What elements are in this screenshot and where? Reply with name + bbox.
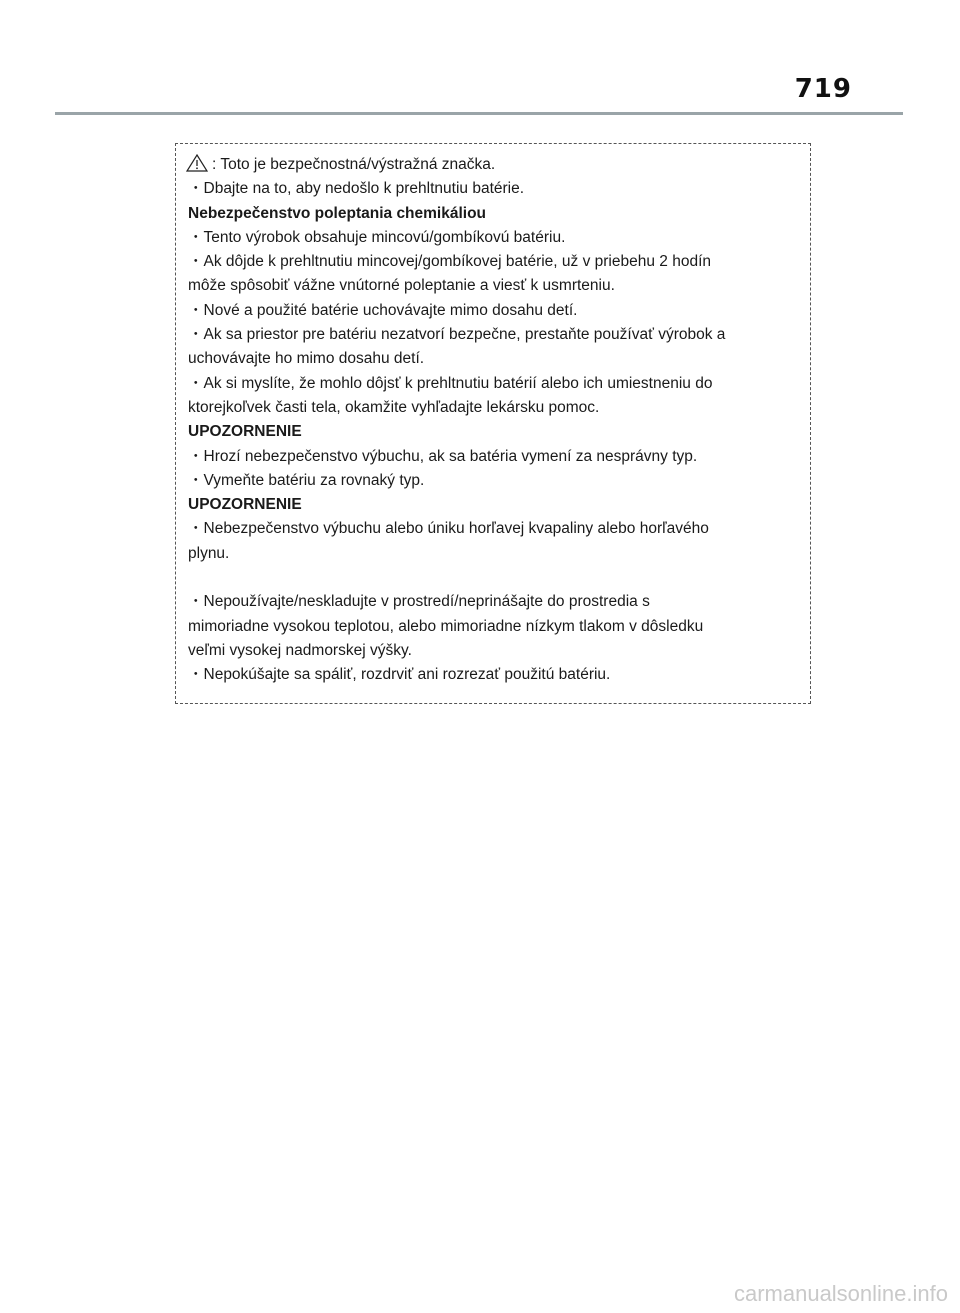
notice-line-text: Nebezpečenstvo poleptania chemikáliou (188, 204, 487, 222)
notice-line-text: plynu. (188, 544, 230, 562)
header-rule (55, 112, 903, 115)
notice-line (188, 663, 800, 687)
notice-line-text: mimoriadne vysokou teplotou, alebo mimoriadne nízkym tlakom v dôsledku (188, 617, 704, 635)
notice-line (188, 396, 800, 420)
notice-line-text: ・Nové a použité batérie uchovávajte mimo dosahu detí. (188, 301, 578, 319)
notice-line-text: ・Dbajte na to, aby nedošlo k prehltnutiu batérie. (188, 180, 525, 198)
notice-line-text: uchovávajte ho mimo dosahu detí. (188, 350, 425, 368)
blank-line (188, 566, 800, 590)
notice-line (188, 517, 800, 541)
notice-line-text: ・Ak sa priestor pre batériu nezatvorí bezpečne, prestaňte používať výrobok a (188, 326, 726, 344)
warning-triangle-icon (186, 154, 208, 172)
notice-line (188, 615, 800, 639)
notice-line-text: môže spôsobiť vážne vnútorné poleptanie a viesť k usmrteniu. (188, 277, 615, 295)
notice-line (188, 177, 800, 201)
notice-line-text: ・Vymeňte batériu za rovnaký typ. (188, 471, 425, 489)
notice-line-text: ktorejkoľvek časti tela, okamžite vyhľadajte lekársku pomoc. (188, 398, 600, 416)
notice-line-text: UPOZORNENIE (188, 496, 302, 514)
page-number: 719 (794, 74, 852, 104)
notice-line (188, 445, 800, 469)
watermark: carmanualsonline.info (733, 1281, 948, 1306)
notice-line (188, 639, 800, 663)
notice-lines (188, 153, 800, 688)
notice-heading (188, 493, 800, 517)
notice-line-text: UPOZORNENIE (188, 423, 302, 441)
notice-line-text: ・Ak si myslíte, že mohlo dôjsť k prehltnutiu batérií alebo ich umiestneniu do (188, 374, 713, 392)
notice-line-text: ・Nepokúšajte sa spáliť, rozdrviť ani rozrezať použitú batériu. (188, 666, 611, 684)
notice-line (188, 590, 800, 614)
notice-line (188, 274, 800, 298)
notice-heading (188, 202, 800, 226)
notice-line (188, 347, 800, 371)
notice-line (188, 299, 800, 323)
notice-line-text: : Toto je bezpečnostná/výstražná značka. (212, 156, 496, 173)
safety-notice-box (175, 143, 811, 704)
notice-line-text: ・Tento výrobok obsahuje mincovú/gombíkovú batériu. (188, 228, 566, 246)
notice-line-text: ・Nepoužívajte/neskladujte v prostredí/neprinášajte do prostredia s (188, 593, 650, 611)
notice-line-text: ・Hrozí nebezpečenstvo výbuchu, ak sa batéria vymení za nesprávny typ. (188, 447, 698, 465)
notice-line (188, 323, 800, 347)
notice-line (188, 226, 800, 250)
notice-line (188, 469, 800, 493)
notice-line (188, 153, 800, 177)
notice-line-text: ・Ak dôjde k prehltnutiu mincovej/gombíkovej batérie, už v priebehu 2 hodín (188, 253, 711, 271)
notice-heading (188, 420, 800, 444)
notice-line-text: veľmi vysokej nadmorskej výšky. (188, 641, 412, 659)
notice-line-text: ・Nebezpečenstvo výbuchu alebo úniku horľavej kvapaliny alebo horľavého (188, 520, 709, 538)
notice-line (188, 542, 800, 566)
notice-line (188, 372, 800, 396)
notice-line (188, 250, 800, 274)
